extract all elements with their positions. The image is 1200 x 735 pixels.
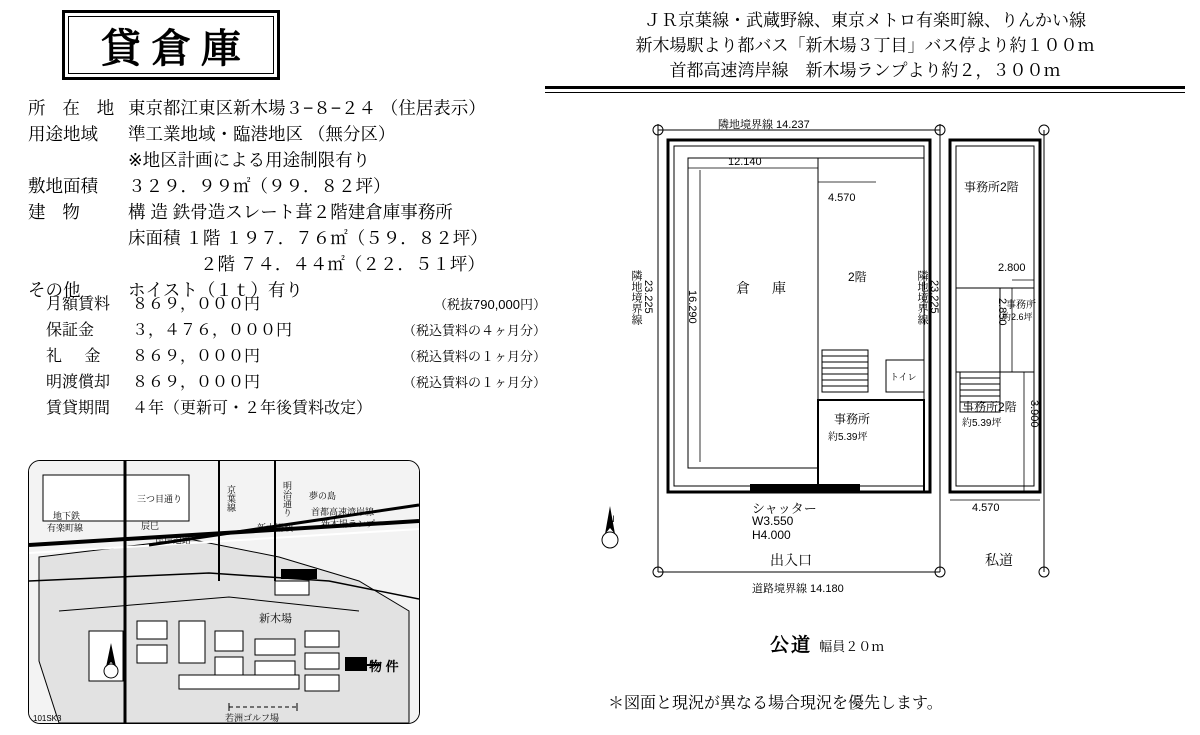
- spec-row: [28, 174, 538, 199]
- access-info: [545, 8, 1185, 83]
- title-box: [62, 10, 280, 80]
- spec-row: [28, 200, 538, 225]
- spec-label: [28, 226, 128, 251]
- rent-value: ３，４７６，０００円: [132, 322, 293, 339]
- plan-label-office-small-area: 約2.6坪: [1002, 312, 1033, 322]
- map-label: 首都高速湾岸線: [311, 507, 375, 517]
- spec-label: [28, 148, 128, 173]
- floor-plan: [600, 110, 1190, 595]
- property-spec-list: [28, 96, 538, 304]
- rent-label: 礼 金: [46, 348, 110, 365]
- access-line: 首都高速湾岸線 新木場ランプより約２，３００ｍ: [669, 61, 1061, 80]
- map-label: 岸岸道路: [155, 535, 192, 545]
- floor-plan-graphics: [600, 110, 1190, 590]
- spec-row: [28, 252, 538, 277]
- plan-label-office-2f-right: 事務所2階: [962, 400, 1017, 414]
- rent-value: ８６９，０００円: [132, 296, 261, 313]
- plan-label-right-boundary: 隣地境界線: [916, 270, 928, 325]
- spec-row: [28, 122, 538, 147]
- plan-label-office-small: 事務所: [1006, 300, 1036, 311]
- page-title: 貸倉庫: [101, 25, 251, 72]
- spec-value: 準工業地域・臨港地区 （無分区）: [128, 124, 396, 144]
- rent-value: ８６９，０００円: [132, 348, 261, 365]
- rent-terms-list: [46, 292, 546, 422]
- plan-label-shutter: シャッター: [752, 501, 817, 516]
- spec-value: ２階 ７４．４４㎡（２２．５１坪）: [200, 254, 485, 274]
- plan-label-left-boundary: 隣地境界線: [630, 270, 642, 325]
- spec-label: その他: [28, 280, 81, 300]
- plan-dim-inner-height: 16.290: [686, 290, 698, 324]
- rent-row: [46, 318, 546, 344]
- plan-dim-bottom-boundary: 道路境界線 14.180: [752, 583, 844, 595]
- plan-label-shutter-w: W3.550: [752, 514, 794, 528]
- plan-label-entrance: 出入口: [770, 552, 812, 568]
- spec-label: [28, 252, 128, 277]
- plan-label-floor2: 2階: [848, 270, 867, 284]
- rent-note: （税込賃料の１ヶ月分）: [402, 375, 546, 390]
- plan-dim-3900: 3.900: [1028, 400, 1040, 428]
- plan-dim-2800: 2.800: [998, 262, 1026, 274]
- spec-value: 構 造 鉄骨造スレート葺２階建倉庫事務所: [128, 202, 453, 222]
- rent-value: ８６９，０００円: [132, 374, 261, 391]
- plan-dim-right: 23.225: [928, 280, 940, 314]
- map-label: 有楽町線: [47, 523, 84, 533]
- rent-label: 明渡償却: [46, 374, 111, 391]
- access-line: ＪＲ京葉線・武蔵野線、東京メトロ有楽町線、りんかい線: [644, 11, 1086, 30]
- plan-dim-2850: 2.850: [996, 298, 1008, 326]
- spec-label: 建 物: [28, 202, 86, 222]
- footnote: ＊図面と現況が異なる場合現況を優先します。: [608, 695, 943, 712]
- rent-row: [46, 396, 546, 422]
- divider-thick: [545, 86, 1185, 89]
- plan-dim-inner-width: 12.140: [728, 156, 762, 168]
- map-label: 新木場: [259, 613, 292, 625]
- plan-label-office-2f: 事務所2階: [964, 180, 1019, 194]
- plan-dim-left: 23.225: [642, 280, 654, 314]
- map-label: 新木場ランプ: [321, 519, 376, 529]
- rent-label: 月額賃料: [46, 296, 111, 313]
- map-label: 夢の島: [309, 491, 337, 501]
- rent-row: [46, 370, 546, 396]
- public-road-width: 幅員２０ｍ: [819, 639, 885, 654]
- title-box-inner: [68, 16, 274, 74]
- spec-label: 用途地域: [28, 124, 98, 144]
- plan-label-office-2f-right-area: 約5.39坪: [962, 418, 1002, 429]
- north-icon-label: N: [608, 514, 615, 524]
- spec-value: ３２９．９９㎡（９９．８２坪）: [128, 176, 391, 196]
- plan-label-office-1f: 事務所: [834, 412, 871, 426]
- divider-thin: [545, 92, 1185, 93]
- map-label: 地下鉄: [53, 511, 81, 521]
- plan-dim-top-boundary: 隣地境界線 14.237: [718, 119, 810, 131]
- spec-value: ※地区計画による用途制限有り: [128, 150, 371, 170]
- plan-label-public-road: [770, 630, 884, 657]
- rent-value: ４年（更新可・２年後賃料改定）: [132, 400, 373, 417]
- spec-row: [28, 226, 538, 251]
- rent-note: （税込賃料の４ヶ月分）: [402, 323, 546, 338]
- map-label: 辰巳: [141, 521, 160, 531]
- plan-label-private-road: 私道: [985, 552, 1013, 568]
- plan-label-office-1f-area: 約5.39坪: [828, 432, 868, 443]
- rent-label: 保証金: [46, 322, 95, 339]
- plan-label-shutter-h: H4.000: [752, 528, 791, 542]
- rent-note: （税抜790,000円）: [434, 297, 546, 312]
- public-road-text: 公道: [770, 635, 813, 656]
- map-label: 明治通り: [282, 481, 292, 517]
- spec-value: ホイスト（１ｔ）有り: [128, 280, 303, 300]
- spec-row: [28, 148, 538, 173]
- spec-value: 東京都江東区新木場３−８−２４ （住居表示）: [128, 98, 486, 118]
- plan-dim-4570: 4.570: [828, 192, 856, 204]
- map-graphics: [29, 461, 419, 723]
- spec-value: 床面積 １階 １９７．７６㎡（５９．８２坪）: [128, 228, 488, 248]
- map-label: 新木場駅: [257, 523, 294, 533]
- plan-label-toilet: トイレ: [890, 372, 917, 382]
- rent-row: [46, 344, 546, 370]
- map-label: 若洲ゴルフ場: [225, 713, 280, 723]
- rent-label: 賃貸期間: [46, 400, 111, 417]
- map-label-property: 物 件: [369, 659, 399, 674]
- plan-dim-4570b: 4.570: [972, 502, 1000, 514]
- rent-note: （税込賃料の１ヶ月分）: [402, 349, 546, 364]
- spec-label: 所 在 地: [28, 98, 121, 118]
- access-line: 新木場駅より都バス「新木場３丁目」バス停より約１００ｍ: [635, 36, 1095, 55]
- map-code: 101SK3: [33, 714, 62, 723]
- rent-row: [46, 292, 546, 318]
- map-label: 京葉線: [226, 485, 236, 512]
- plan-label-warehouse: 倉 庫: [736, 280, 790, 296]
- spec-row: [28, 96, 538, 121]
- spec-label: 敷地面積: [28, 176, 98, 196]
- map-label: 三つ目通り: [137, 494, 183, 504]
- location-map: [28, 460, 420, 724]
